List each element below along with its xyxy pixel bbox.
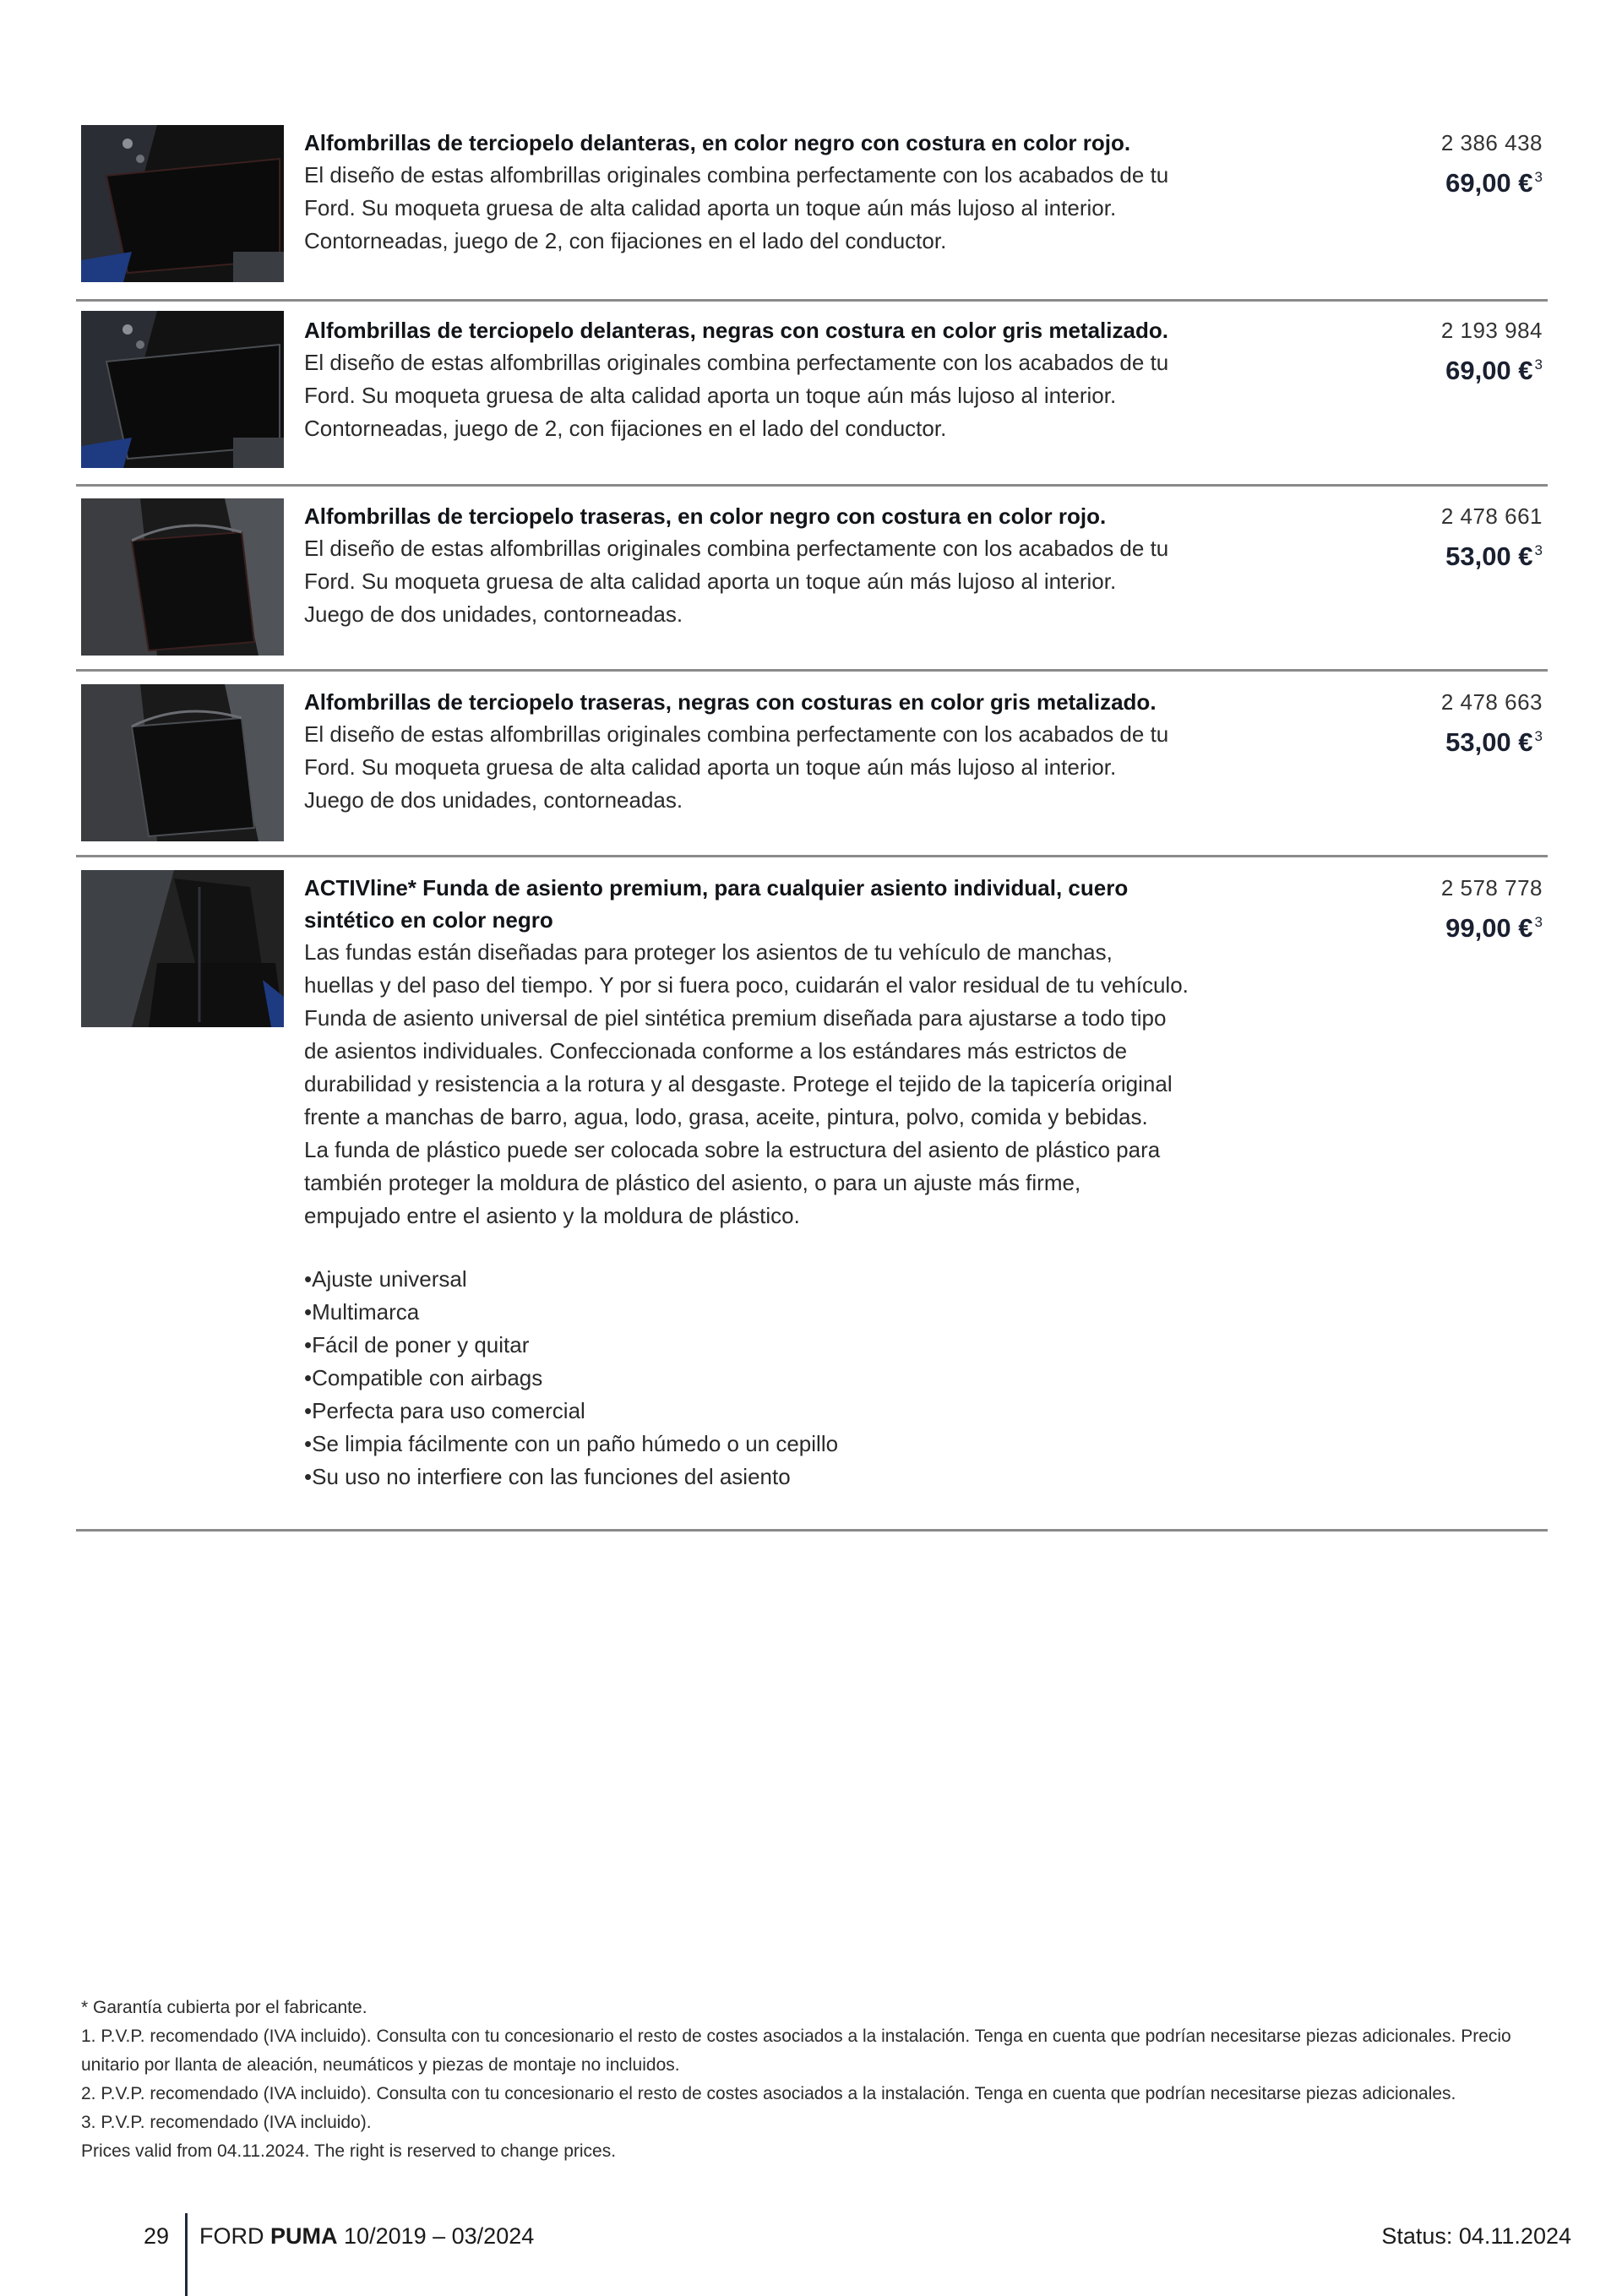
model-period: 10/2019 – 03/2024 [344, 2223, 535, 2249]
product-title: Alfombrillas de terciopelo traseras, en color negro con costura en color rojo. [304, 503, 1107, 529]
price [1331, 532, 1543, 575]
price-value: 53,00 € [1445, 541, 1533, 571]
row-divider [76, 299, 1548, 302]
product-description: El diseño de estas alfombrillas originales combina perfectamente con los acabados de tu Ford. Su moqueta gruesa de alta calidad aporta un toque aún más lujoso al interior. Juego de dos unidades, contorneadas. [304, 536, 1169, 627]
status-date: Status: 04.11.2024 [1381, 2223, 1571, 2249]
list-item: • Ajuste universal [304, 1263, 1352, 1296]
footnote: * Garantía cubierta por el fabricante. [81, 1998, 367, 2017]
footnote: Prices valid from 04.11.2024. The right is reserved to change prices. [81, 2141, 617, 2161]
part-number: 2 478 663 [1440, 689, 1543, 715]
product-row [76, 498, 1548, 659]
price-block [1331, 127, 1543, 202]
product-title: Alfombrillas de terciopelo delanteras, negras con costura en color gris metalizado. [304, 318, 1168, 343]
price-block [1331, 500, 1543, 575]
list-item: • Compatible con airbags [304, 1362, 1352, 1395]
row-divider [76, 484, 1548, 487]
list-item: • Fácil de poner y quitar [304, 1329, 1352, 1362]
product-text [304, 686, 1352, 817]
product-description: Las fundas están diseñadas para proteger los asientos de tu vehículo de manchas, huellas y del paso del tiempo. Y por si fuera poco, cuidarán el valor residual de tu vehículo. Funda de asiento universal de piel sintética premium diseñada para ajustarse a todo tipo de asientos individuales. Confeccionada conforme a los estándares más estrictos de durabilidad y resistencia a la rotura y al desgaste. Protege el tejido de la tapicería original frente a manchas de barro, agua, lodo, grasa, aceite, pintura, polvo, comida y bebidas. La funda de plástico puede ser colocada sobre la estructura del asiento de plástico para también proteger la moldura de plástico del asiento, o para un ajuste más firme, empujado entre el asiento y la moldura de plástico. [304, 939, 1189, 1228]
price [1331, 159, 1543, 202]
part-number: 2 478 661 [1440, 503, 1543, 529]
footnotes [81, 1994, 1551, 2166]
price-note: 3 [1534, 169, 1543, 185]
product-row [76, 684, 1548, 845]
footnote: 1. P.V.P. recomendado (IVA incluido). Consulta con tu concesionario el resto de costes asociados a la instalación. Tenga en cuenta que podrían necesitarse piezas adicionales. Precio unitario por llanta de aleación, neumáticos y piezas de montaje no incluidos. [81, 2027, 1511, 2075]
product-image [81, 311, 284, 468]
document-title [199, 2223, 534, 2250]
product-text [304, 314, 1352, 445]
price-block [1331, 872, 1543, 947]
product-text [304, 127, 1352, 258]
feature-list [304, 1263, 1352, 1493]
brand-name: FORD [199, 2223, 264, 2249]
product-title: ACTIVline* Funda de asiento premium, para cualquier asiento individual, cuero sintético en color negro [304, 875, 1129, 933]
price [1331, 718, 1543, 761]
product-image [81, 125, 284, 282]
price-note: 3 [1534, 728, 1543, 744]
part-number: 2 578 778 [1440, 875, 1543, 900]
product-image [81, 684, 284, 841]
list-item: • Se limpia fácilmente con un paño húmedo o un cepillo [304, 1428, 1352, 1461]
product-row [76, 125, 1548, 286]
product-image [81, 498, 284, 656]
price [1331, 904, 1543, 947]
product-description: El diseño de estas alfombrillas originales combina perfectamente con los acabados de tu Ford. Su moqueta gruesa de alta calidad aporta un toque aún más lujoso al interior. Contorneadas, juego de 2, con fijaciones en el lado del conductor. [304, 162, 1169, 253]
price-note: 3 [1534, 542, 1543, 558]
footer-divider [185, 2213, 188, 2296]
price-note: 3 [1534, 356, 1543, 373]
price-note: 3 [1534, 914, 1543, 930]
footnote: 2. P.V.P. recomendado (IVA incluido). Consulta con tu concesionario el resto de costes asociados a la instalación. Tenga en cuenta que podrían necesitarse piezas adicionales. [81, 2084, 1456, 2103]
product-description: El diseño de estas alfombrillas originales combina perfectamente con los acabados de tu Ford. Su moqueta gruesa de alta calidad aporta un toque aún más lujoso al interior. Contorneadas, juego de 2, con fijaciones en el lado del conductor. [304, 350, 1169, 441]
part-number: 2 193 984 [1440, 318, 1543, 343]
page-number: 29 [144, 2223, 170, 2249]
row-divider [76, 855, 1548, 857]
product-description: El diseño de estas alfombrillas originales combina perfectamente con los acabados de tu Ford. Su moqueta gruesa de alta calidad aporta un toque aún más lujoso al interior. Juego de dos unidades, contorneadas. [304, 721, 1169, 813]
product-text [304, 500, 1352, 631]
price [1331, 346, 1543, 389]
product-text [304, 872, 1352, 1493]
footnote: 3. P.V.P. recomendado (IVA incluido). [81, 2113, 372, 2132]
product-row [76, 311, 1548, 471]
price-value: 53,00 € [1445, 727, 1533, 757]
list-item: • Multimarca [304, 1296, 1352, 1329]
part-number: 2 386 438 [1440, 130, 1543, 155]
product-title: Alfombrillas de terciopelo traseras, negras con costuras en color gris metalizado. [304, 689, 1157, 715]
model-name: PUMA [270, 2223, 338, 2249]
price-value: 99,00 € [1445, 913, 1533, 943]
product-image [81, 870, 284, 1027]
page-footer [0, 2213, 1622, 2296]
price-block [1331, 686, 1543, 761]
price-value: 69,00 € [1445, 168, 1533, 198]
row-divider [76, 669, 1548, 672]
price-value: 69,00 € [1445, 356, 1533, 385]
price-block [1331, 314, 1543, 389]
list-item: • Perfecta para uso comercial [304, 1395, 1352, 1428]
product-row [76, 870, 1548, 1504]
list-item: • Su uso no interfiere con las funciones del asiento [304, 1461, 1352, 1493]
product-title: Alfombrillas de terciopelo delanteras, en color negro con costura en color rojo. [304, 130, 1131, 155]
row-divider [76, 1529, 1548, 1532]
